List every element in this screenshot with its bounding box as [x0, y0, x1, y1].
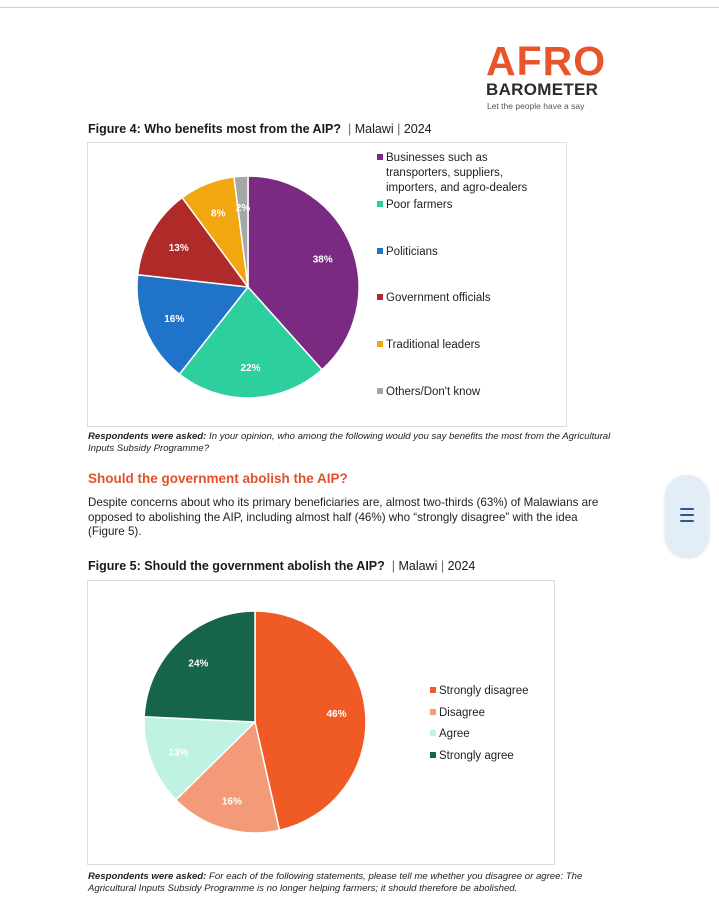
figure4-country: Malawi — [354, 122, 394, 136]
figure4-legend-label-0-1: transporters, suppliers, — [386, 167, 503, 179]
figure5-legend-swatch-0 — [430, 687, 436, 693]
figure4-data-label-5: 2% — [235, 203, 251, 215]
figure5-title: Figure 5: Should the government abolish the AIP? | Malawi | 2024 — [88, 559, 476, 573]
figure4-data-label-2: 16% — [164, 313, 185, 325]
figure5-legend-item-3 — [430, 750, 514, 762]
logo-tagline: Let the people have a say — [487, 101, 585, 111]
figure5-chart-frame — [87, 580, 555, 865]
figure5-data-label-2: 13% — [168, 747, 189, 759]
figure4-pie-chart — [88, 143, 566, 426]
figure5-data-label-0: 46% — [326, 708, 347, 720]
figure4-data-label-3: 13% — [168, 243, 189, 254]
figure4-data-label-1: 22% — [240, 362, 261, 374]
figure4-legend-label-5-0: Others/Don't know — [386, 386, 481, 398]
figure4-legend-item-4 — [377, 339, 480, 351]
figure5-title-bold: Figure 5: Should the government abolish the AIP? — [88, 559, 385, 573]
figure4-legend-swatch-3 — [377, 294, 383, 300]
figure5-note — [88, 871, 628, 894]
figure4-legend-swatch-0 — [377, 154, 383, 160]
figure5-legend-item-0 — [430, 685, 529, 697]
section-heading: Should the government abolish the AIP? — [88, 471, 348, 486]
figure4-legend-label-0-0: Businesses such as — [386, 152, 488, 164]
figure5-legend-swatch-3 — [430, 752, 436, 758]
top-divider — [0, 7, 719, 8]
figure4-legend-label-1-0: Poor farmers — [386, 199, 453, 211]
figure4-legend-item-2 — [377, 246, 438, 258]
figure4-year: 2024 — [403, 122, 432, 136]
figure4-note-label: Respondents were asked: — [88, 431, 207, 442]
figure4-legend-label-4-0: Traditional leaders — [386, 339, 481, 351]
figure4-legend-label-2-0: Politicians — [386, 246, 438, 258]
figure5-legend-swatch-2 — [430, 730, 436, 736]
figure5-legend-label-0-0: Strongly disagree — [439, 685, 529, 697]
figure4-note-text: In your opinion, who among the following would you say benefits the most from the Agricultural Inputs Subsidy Programme? — [88, 431, 611, 454]
logo-afro-text: AFRO — [486, 38, 607, 84]
menu-button[interactable] — [665, 475, 709, 557]
figure5-data-label-3: 24% — [188, 658, 209, 670]
figure4-legend-swatch-5 — [377, 388, 383, 394]
figure4-data-label-4: 8% — [211, 208, 226, 220]
figure4-note — [88, 431, 628, 454]
figure4-title-bold: Figure 4: Who benefits most from the AIP? — [88, 122, 342, 136]
figure4-legend-swatch-4 — [377, 341, 383, 347]
afrobarometer-logo — [486, 40, 636, 112]
figure4-legend-item-3 — [377, 292, 491, 304]
figure5-note-text: For each of the following statements, please tell me whether you disagree or agree: The Agricultural Inputs Subsidy Programme is no longer helping farmers; it should therefore be abolished. — [88, 871, 583, 894]
figure5-legend-swatch-1 — [430, 709, 436, 715]
figure5-country: Malawi — [398, 559, 438, 573]
figure5-legend-label-2-0: Agree — [439, 728, 470, 740]
figure5-year: 2024 — [447, 559, 476, 573]
figure5-legend-label-1-0: Disagree — [439, 707, 486, 719]
section-paragraph: Despite concerns about who its primary beneficiaries are, almost two-thirds (63%) of Malawians are opposed to abolishing the AIP, including almost half (46%) who “strongly disagree” with the idea (Figure 5). — [88, 496, 599, 538]
figure5-legend-label-3-0: Strongly agree — [439, 750, 514, 762]
figure5-note-label: Respondents were asked: — [88, 871, 207, 882]
figure4-title: Figure 4: Who benefits most from the AIP? | Malawi | 2024 — [88, 122, 432, 136]
figure5-pie-chart — [88, 581, 554, 864]
figure4-legend-item-5 — [377, 386, 481, 398]
figure4-legend-label-0-2: importers, and agro-dealers — [386, 182, 528, 194]
figure4-legend-swatch-1 — [377, 201, 383, 207]
figure4-legend-swatch-2 — [377, 248, 383, 254]
logo-barometer-text: BAROMETER — [486, 80, 599, 99]
figure5-legend-item-1 — [430, 707, 485, 719]
figure5-data-label-1: 16% — [221, 796, 242, 808]
figure4-legend-item-0 — [377, 152, 528, 194]
figure4-data-label-0: 38% — [312, 254, 333, 266]
figure4-legend-item-1 — [377, 199, 453, 211]
figure4-legend-label-3-0: Government officials — [386, 292, 491, 304]
figure5-legend-item-2 — [430, 728, 470, 740]
figure4-chart-frame — [87, 142, 567, 427]
